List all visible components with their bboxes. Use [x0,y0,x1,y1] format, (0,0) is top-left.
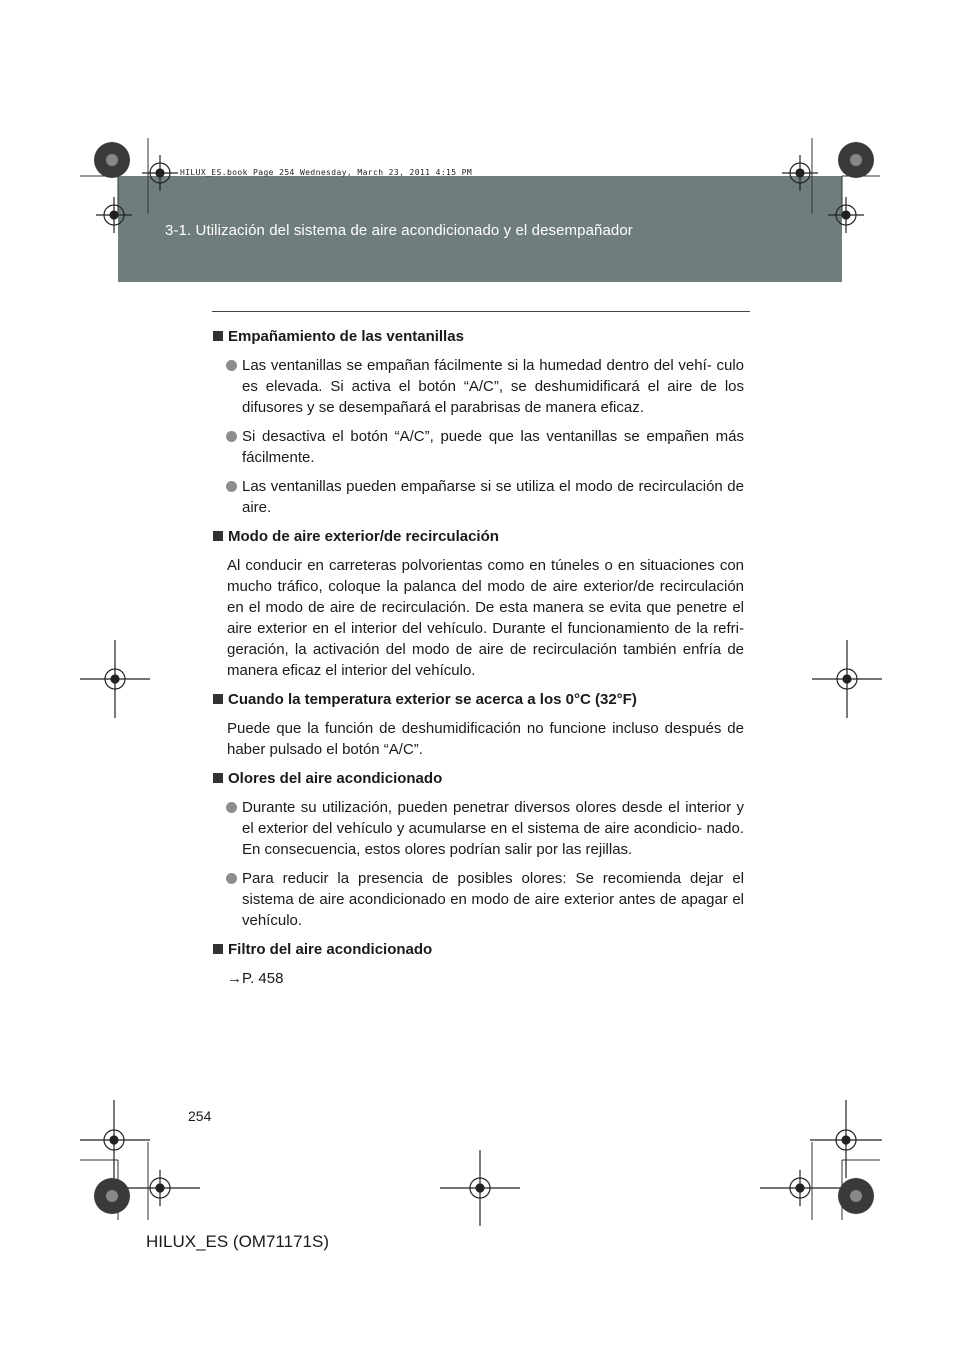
list-item-text: Si desactiva el botón “A/C”, puede que las ventanillas se empañen más fácilmente. [242,428,744,466]
heading-text: Cuando la temperatura exterior se acerca a los 0°C (32°F) [228,691,637,708]
section-title: 3-1. Utilización del sistema de aire acondicionado y el desempañador [165,222,633,239]
heading-text: Modo de aire exterior/de recirculación [228,528,499,545]
paragraph: Al conducir en carreteras polvorientas como en túneles o en situaciones con mucho tráfico, coloque la palanca del modo de aire exterior/de recirculación en el modo de aire de recirculación. De esta manera se evita que penetre el aire exterior en el interior del vehículo. Durante el funcionamiento de la refri- geración, la activación del modo de aire de recirculación también enfría de manera eficaz el interior del vehículo. [227,557,744,679]
crosshair-target-icon [80,155,882,1226]
paragraph: Puede que la función de deshumidificación no funcione incluso después de haber pulsado el botón “A/C”. [227,720,744,758]
heading-text: Empañamiento de las ventanillas [228,328,464,345]
list-item-text: Las ventanillas se empañan fácilmente si la humedad dentro del vehí- culo es elevada. Si activa el botón “A/C”, se deshumidificará el aire de los difusores y se desempañará el parabrisas de manera eficaz. [242,357,744,416]
list-item-text: Durante su utilización, pueden penetrar diversos olores desde el interior y el exterior del vehículo y acumularse en el sistema de aire acondicio- nado. En consecuencia, estos olores podrían salir por las rejillas. [242,799,744,858]
book-stamp: HILUX_ES.book Page 254 Wednesday, March 23, 2011 4:15 PM [180,168,473,177]
heading-text: Olores del aire acondicionado [228,770,443,787]
page-number: 254 [188,1108,212,1124]
sunburst-registration-icon [94,142,874,1214]
page-reference-link[interactable]: →P. 458 [227,970,284,987]
list-item-text: Para reducir la presencia de posibles olores: Se recomienda dejar el sistema de aire acondicionado en modo de aire exterior antes de apagar el vehículo. [242,870,744,929]
document-id: HILUX_ES (OM71171S) [146,1232,329,1251]
list-item-text: Las ventanillas pueden empañarse si se utiliza el modo de recirculación de aire. [242,478,744,516]
heading-text: Filtro del aire acondicionado [228,941,433,958]
